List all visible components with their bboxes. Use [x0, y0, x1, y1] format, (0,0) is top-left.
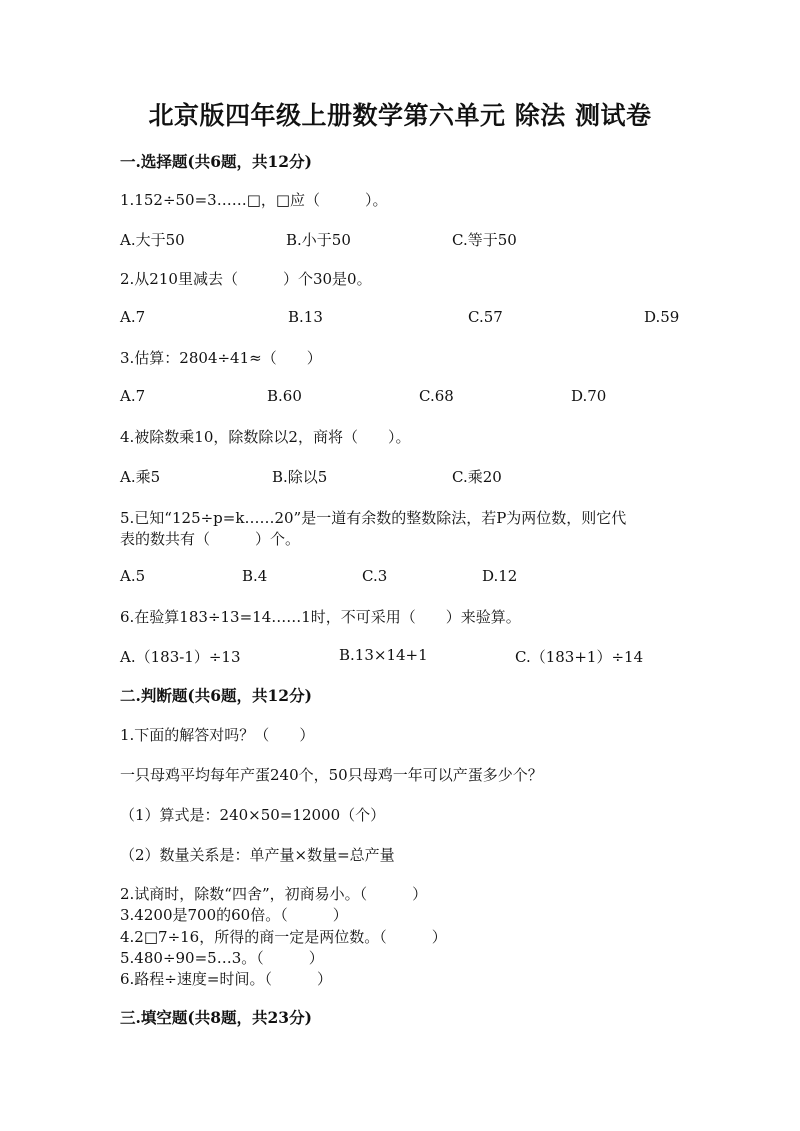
q1-3-option-c: C.68: [419, 387, 454, 405]
question-1-6-stem: 6.在验算183÷13=14……1时，不可采用（ ）来验算。: [120, 608, 521, 626]
q1-3-option-b: B.60: [267, 387, 302, 405]
q1-5-option-d: D.12: [482, 567, 518, 585]
q1-1-option-c: C.等于50: [452, 231, 517, 249]
question-2-1-step1: （1）算式是：240×50=12000（个）: [120, 806, 386, 824]
question-2-5: 5.480÷90=5…3。（ ）: [120, 949, 324, 967]
q1-5-option-b: B.4: [242, 567, 268, 585]
q1-4-option-b: B.除以5: [272, 468, 328, 486]
section-heading-choice: 一.选择题(共6题，共12分): [120, 152, 312, 171]
question-1-5-stem-line2: 表的数共有（ ）个。: [120, 530, 301, 548]
question-2-1-problem: 一只母鸡平均每年产蛋240个，50只母鸡一年可以产蛋多少个？: [120, 766, 543, 784]
q1-3-option-a: A.7: [120, 387, 146, 405]
q1-1-option-b: B.小于50: [286, 231, 351, 249]
question-2-1-stem: 1.下面的解答对吗？（ ）: [120, 726, 315, 744]
q1-6-option-a: A.（183-1）÷13: [120, 648, 241, 666]
q1-6-option-c: C.（183+1）÷14: [515, 648, 644, 666]
question-2-3: 3.4200是700的60倍。（ ）: [120, 906, 348, 924]
q1-2-option-d: D.59: [644, 308, 680, 326]
q1-5-option-c: C.3: [362, 567, 388, 585]
question-1-3-stem: 3.估算：2804÷41≈（ ）: [120, 349, 322, 367]
q1-3-option-d: D.70: [571, 387, 607, 405]
q1-2-option-b: B.13: [288, 308, 323, 326]
q1-6-option-b: B.13×14+1: [339, 646, 428, 664]
section-heading-judgment: 二.判断题(共6题，共12分): [120, 686, 312, 705]
question-2-1-step2: （2）数量关系是：单产量×数量=总产量: [120, 846, 395, 864]
question-1-4-stem: 4.被除数乘10，除数除以2，商将（ ）。: [120, 428, 411, 446]
q1-4-option-c: C.乘20: [452, 468, 502, 486]
question-2-4: 4.2□7÷16，所得的商一定是两位数。（ ）: [120, 928, 447, 946]
question-2-2: 2.试商时，除数“四舍”，初商易小。（ ）: [120, 885, 428, 903]
q1-5-option-a: A.5: [120, 567, 146, 585]
page-title: 北京版四年级上册数学第六单元 除法 测试卷: [148, 101, 652, 130]
q1-1-option-a: A.大于50: [120, 231, 185, 249]
question-1-1-stem: 1.152÷50=3……□，□应（ ）。: [120, 191, 388, 209]
section-heading-fill-blank: 三.填空题(共8题，共23分): [120, 1008, 312, 1027]
question-1-5-stem-line1: 5.已知“125÷p=k……20”是一道有余数的整数除法，若P为两位数，则它代: [120, 509, 627, 527]
question-2-6: 6.路程÷速度=时间。（ ）: [120, 970, 332, 988]
q1-2-option-a: A.7: [120, 308, 146, 326]
q1-2-option-c: C.57: [468, 308, 503, 326]
question-1-2-stem: 2.从210里减去（ ）个30是0。: [120, 270, 372, 288]
q1-4-option-a: A.乘5: [120, 468, 161, 486]
